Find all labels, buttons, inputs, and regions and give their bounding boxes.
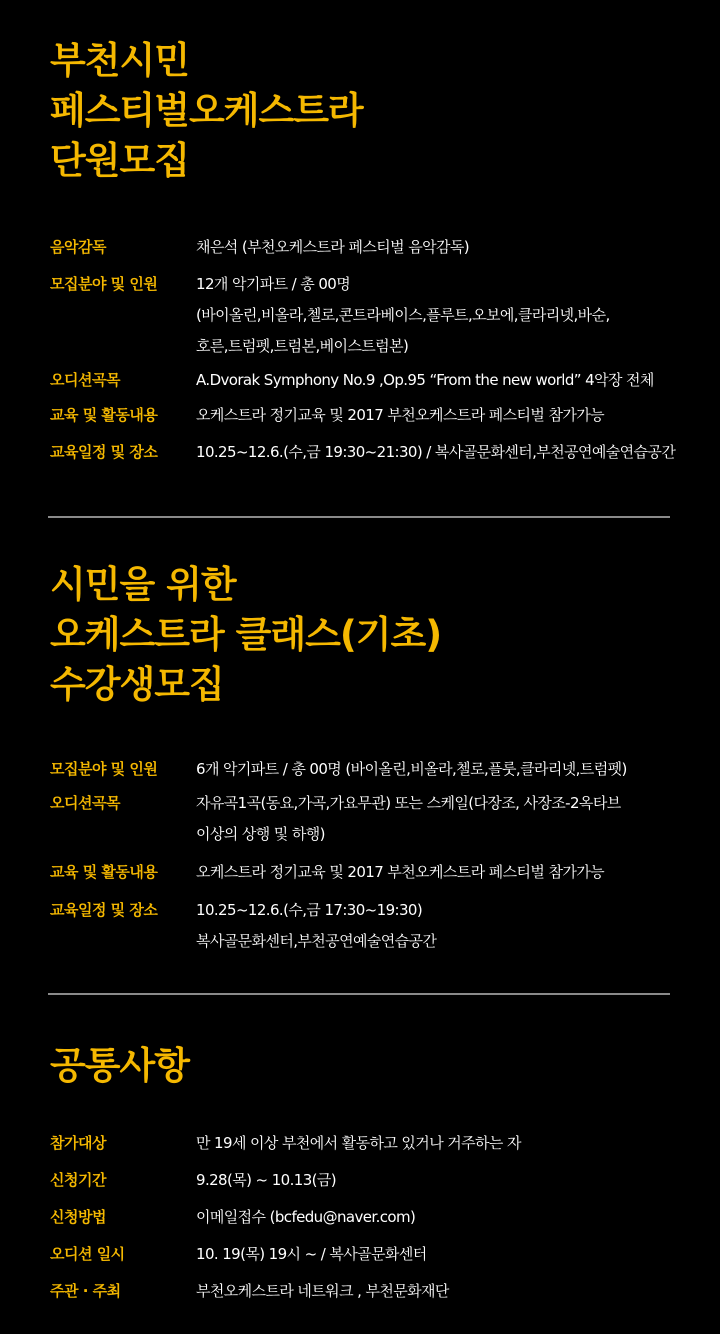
section-title bbox=[50, 560, 680, 710]
title-line: 페스티벌오케스트라 bbox=[50, 89, 363, 132]
info-value-line: 12개 악기파트 / 총 00명 bbox=[196, 275, 351, 293]
info-label: 참가대상 bbox=[50, 1134, 106, 1152]
info-label: 오디션곡목 bbox=[50, 794, 120, 812]
info-value-line: 호른,트럼펫,트럼본,베이스트럼본) bbox=[196, 337, 409, 355]
section-title bbox=[50, 36, 680, 186]
info-value-line: 부천오케스트라 네트워크 , 부천문화재단 bbox=[196, 1282, 449, 1300]
info-label: 교육 및 활동내용 bbox=[50, 863, 158, 881]
section-title bbox=[50, 1041, 680, 1091]
info-value bbox=[196, 437, 680, 468]
info-value bbox=[196, 400, 680, 431]
info-value-line: 10. 19(목) 19시 ~ / 복사골문화센터 bbox=[196, 1245, 427, 1263]
info-value-line: 채은석 (부천오케스트라 페스티벌 음악감독) bbox=[196, 238, 470, 256]
info-value bbox=[196, 1128, 680, 1159]
section-divider bbox=[48, 993, 670, 995]
title-line: 시민을 위한 bbox=[50, 563, 236, 606]
title-line: 수강생모집 bbox=[50, 663, 224, 706]
title-line: 오케스트라 클래스(기초) bbox=[50, 613, 442, 656]
info-value bbox=[196, 1276, 680, 1307]
info-label: 교육 및 활동내용 bbox=[50, 406, 158, 424]
info-label: 음악감독 bbox=[50, 238, 106, 256]
section-festival-orchestra bbox=[50, 36, 680, 461]
info-label: 모집분야 및 인원 bbox=[50, 275, 158, 293]
info-label: 오디션 일시 bbox=[50, 1245, 125, 1263]
info-value bbox=[196, 365, 680, 396]
info-value-line: A.Dvorak Symphony No.9 ,Op.95 “From the new world” 4악장 전체 bbox=[196, 371, 654, 389]
info-label: 교육일정 및 장소 bbox=[50, 443, 158, 461]
info-value-line: 만 19세 이상 부천에서 활동하고 있거나 거주하는 자 bbox=[196, 1134, 521, 1152]
info-value bbox=[196, 895, 680, 957]
info-value bbox=[196, 232, 680, 263]
info-value-line: 9.28(목) ~ 10.13(금) bbox=[196, 1171, 337, 1189]
section-orchestra-class bbox=[50, 560, 680, 950]
info-label: 신청방법 bbox=[50, 1208, 106, 1226]
info-value bbox=[196, 754, 680, 785]
info-value-line: 10.25~12.6.(수,금 19:30~21:30) / 복사골문화센터,부천공연예술연습공간 bbox=[196, 443, 676, 461]
info-value-line: 복사골문화센터,부천공연예술연습공간 bbox=[196, 932, 437, 950]
info-value-line: 오케스트라 정기교육 및 2017 부천오케스트라 페스티벌 참가가능 bbox=[196, 863, 605, 881]
info-value-line: 이메일접수 (bcfedu@naver.com) bbox=[196, 1208, 416, 1226]
title-line: 부천시민 bbox=[50, 39, 189, 82]
info-value-line: (바이올린,비올라,첼로,콘트라베이스,플루트,오보에,클라리넷,바순, bbox=[196, 306, 610, 324]
info-label: 모집분야 및 인원 bbox=[50, 760, 158, 778]
info-value bbox=[196, 1239, 680, 1270]
section-common-notes bbox=[50, 1041, 680, 1300]
info-value bbox=[196, 269, 680, 362]
info-value bbox=[196, 788, 680, 850]
info-value-line: 오케스트라 정기교육 및 2017 부천오케스트라 페스티벌 참가가능 bbox=[196, 406, 605, 424]
info-value-line: 10.25~12.6.(수,금 17:30~19:30) bbox=[196, 901, 423, 919]
info-label: 교육일정 및 장소 bbox=[50, 901, 158, 919]
title-line: 단원모집 bbox=[50, 139, 189, 182]
title-line: 공통사항 bbox=[50, 1044, 189, 1087]
info-value bbox=[196, 1202, 680, 1233]
info-label: 주관 · 주최 bbox=[50, 1282, 121, 1300]
info-value-line: 자유곡1곡(동요,가곡,가요무관) 또는 스케일(다장조, 사장조-2옥타브 bbox=[196, 794, 621, 812]
section-divider bbox=[48, 516, 670, 518]
info-value bbox=[196, 1165, 680, 1196]
info-value-line: 이상의 상행 및 하행) bbox=[196, 825, 325, 843]
info-value bbox=[196, 857, 680, 888]
info-label: 신청기간 bbox=[50, 1171, 106, 1189]
info-label: 오디션곡목 bbox=[50, 371, 120, 389]
info-value-line: 6개 악기파트 / 총 00명 (바이올린,비올라,첼로,플룻,클라리넷,트럼펫) bbox=[196, 760, 627, 778]
